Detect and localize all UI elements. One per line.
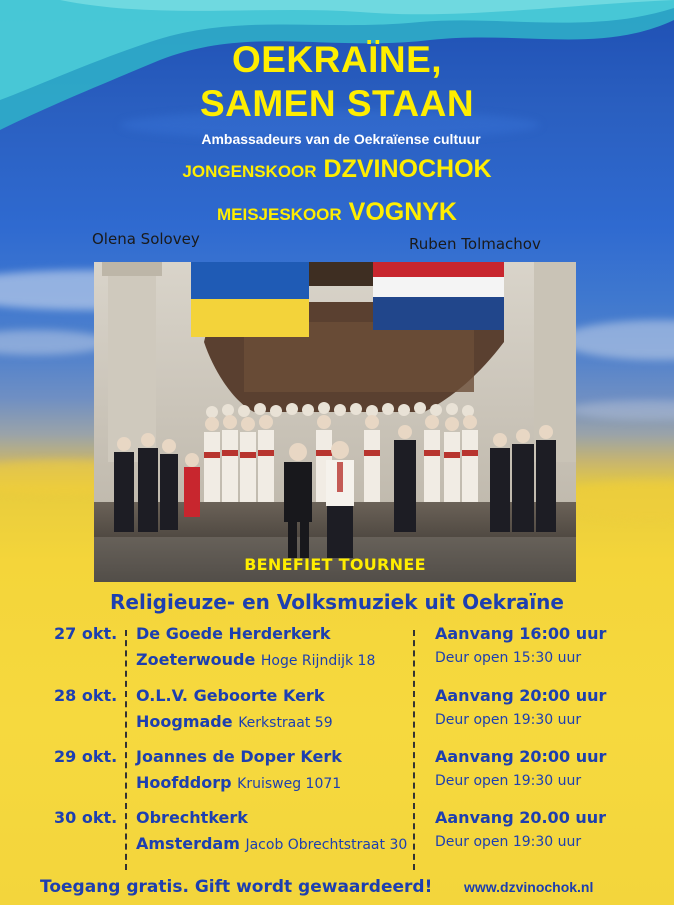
schedule-start: Aanvang 20:00 uur [435,747,607,766]
schedule-address: Jacob Obrechtstraat 30 [245,837,408,853]
poster-title [0,38,674,126]
schedule-town: Hoogmade [136,712,233,731]
brush-stroke [570,400,674,420]
choir-girls-name: VOGNYK [348,198,457,226]
schedule-door-open: Deur open 19:30 uur [435,834,582,850]
title-line-1: OEKRAÏNE, [231,39,443,80]
choir-boys [0,155,674,184]
schedule-date: 30 okt. [54,808,118,827]
choir-boys-prefix: JONGENSKOOR [182,162,317,181]
schedule-location [136,773,341,792]
schedule-church: Joannes de Doper Kerk [136,747,342,766]
schedule-door-open: Deur open 15:30 uur [435,650,582,666]
brush-stroke [560,480,674,520]
schedule-location [136,650,375,669]
entry-note: Toegang gratis. Gift wordt gewaardeerd! [40,877,433,897]
schedule-location [136,712,333,731]
schedule-address: Kruisweg 1071 [237,776,342,792]
website-link[interactable]: www.dzvinochok.nl [464,879,594,895]
schedule-town: Hoofddorp [136,773,232,792]
schedule-town: Amsterdam [136,834,240,853]
schedule-church: Obrechtkerk [136,808,248,827]
schedule-date: 28 okt. [54,686,118,705]
choir-photo [94,262,576,582]
choir-girls-prefix: MEISJESKOOR [216,205,342,224]
schedule-start: Aanvang 20.00 uur [435,808,607,827]
conductor-name-right: Ruben Tolmachov [409,235,541,253]
schedule-door-open: Deur open 19:30 uur [435,773,582,789]
schedule-divider-right [413,630,415,870]
choir-boys-name: DZVINOCHOK [323,155,492,183]
schedule-address: Hoge Rijndijk 18 [260,653,376,669]
photo-caption: BENEFIET TOURNEE [244,555,426,574]
schedule-date: 29 okt. [54,747,118,766]
schedule-address: Kerkstraat 59 [238,715,333,731]
schedule-date: 27 okt. [54,624,118,643]
brush-stroke [560,320,674,360]
poster-subtitle: Ambassadeurs van de Oekraïense cultuur [201,131,481,147]
title-line-2: SAMEN STAAN [199,83,475,124]
schedule-divider-left [125,630,127,870]
schedule-door-open: Deur open 19:30 uur [435,712,582,728]
schedule-church: De Goede Herderkerk [136,624,331,643]
schedule-location [136,834,407,853]
schedule-start: Aanvang 16:00 uur [435,624,607,643]
schedule-start: Aanvang 20:00 uur [435,686,607,705]
schedule-church: O.L.V. Geboorte Kerk [136,686,325,705]
schedule-town: Zoeterwoude [136,650,256,669]
concert-subheading: Religieuze- en Volksmuziek uit Oekraïne [110,590,564,614]
choir-girls [0,198,674,227]
choir-photo-illustration [94,262,576,582]
conductor-name-left: Olena Solovey [92,230,200,248]
